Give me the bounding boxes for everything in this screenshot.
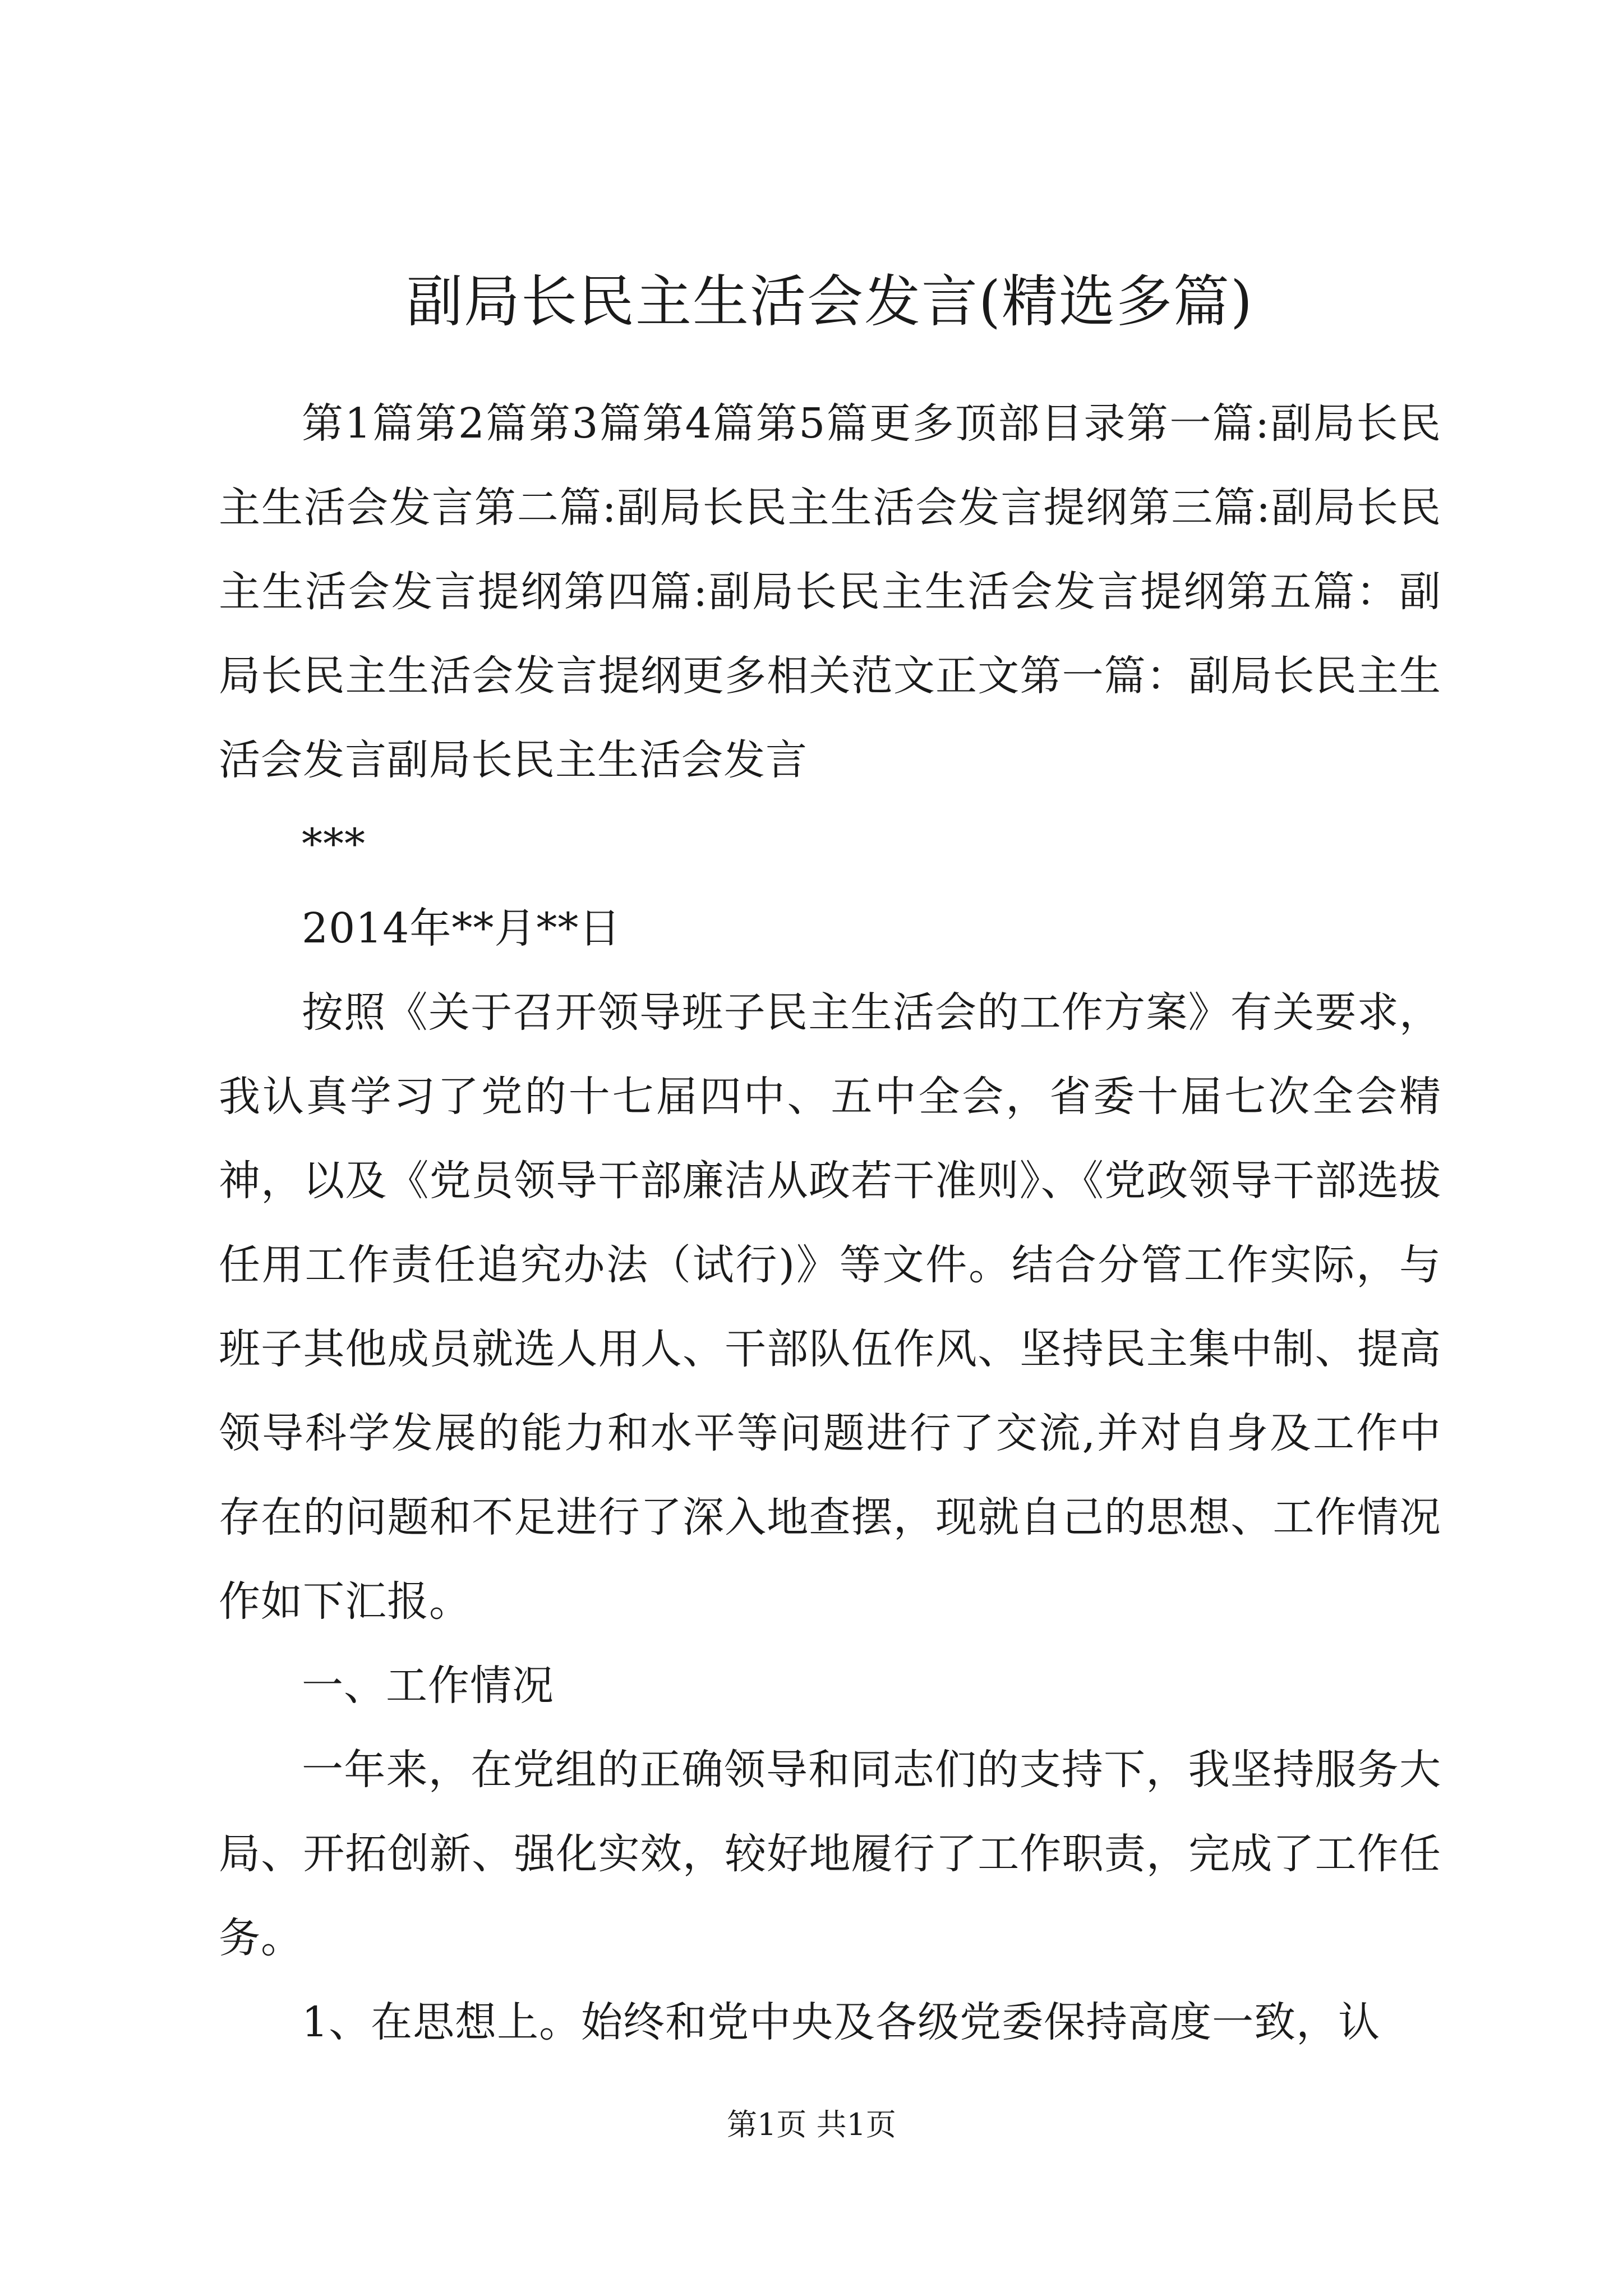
paragraph-date: 2014年**月**日 [302, 904, 621, 953]
paragraph-work-summary: 一年来，在党组的正确领导和同志们的支持下，我坚持服务大局、开拓创新、强化实效，较好地履行了工作职责，完成了工作任务。 [219, 1746, 1441, 1962]
paragraph-intro: 按照《关于召开领导班子民主生活会的工作方案》有关要求，我认真学习了党的十七届四中、五中全会，省委十届七次全会精神，以及《党员领导干部廉洁从政若干准则》、《党政领导干部选拔任用工作责任追究办法（试行)》等文件。结合分管工作实际，与班子其他成员就选人用人、干部队伍作风、坚持民主集中制、提高领导科学发展的能力和水平等问题进行了交流,并对自身及工作中存在的问题和不足进行了深入地查摆，现就自己的思想、工作情况作如下汇报。 [219, 988, 1441, 1626]
document-title: 副局长民主生活会发言(精选多篇) [406, 269, 1254, 334]
page-number-footer: 第1页 共1页 [727, 2107, 896, 2142]
paragraph-toc: 第1篇第2篇第3篇第4篇第5篇更多顶部目录第一篇:副局长民主生活会发言第二篇:副局长民主生活会发言提纲第三篇:副局长民主生活会发言提纲第四篇:副局长民主生活会发言提纲第五篇：副局长民主生活会发言提纲更多相关范文正文第一篇：副局长民主生活会发言副局长民主生活会发言 [219, 399, 1441, 784]
document-body [219, 381, 1441, 2064]
paragraph-author: *** [302, 820, 366, 868]
section-heading-work: 一、工作情况 [302, 1662, 554, 1710]
paragraph-thought: 1、在思想上。始终和党中央及各级党委保持高度一致，认 [302, 1998, 1381, 2046]
